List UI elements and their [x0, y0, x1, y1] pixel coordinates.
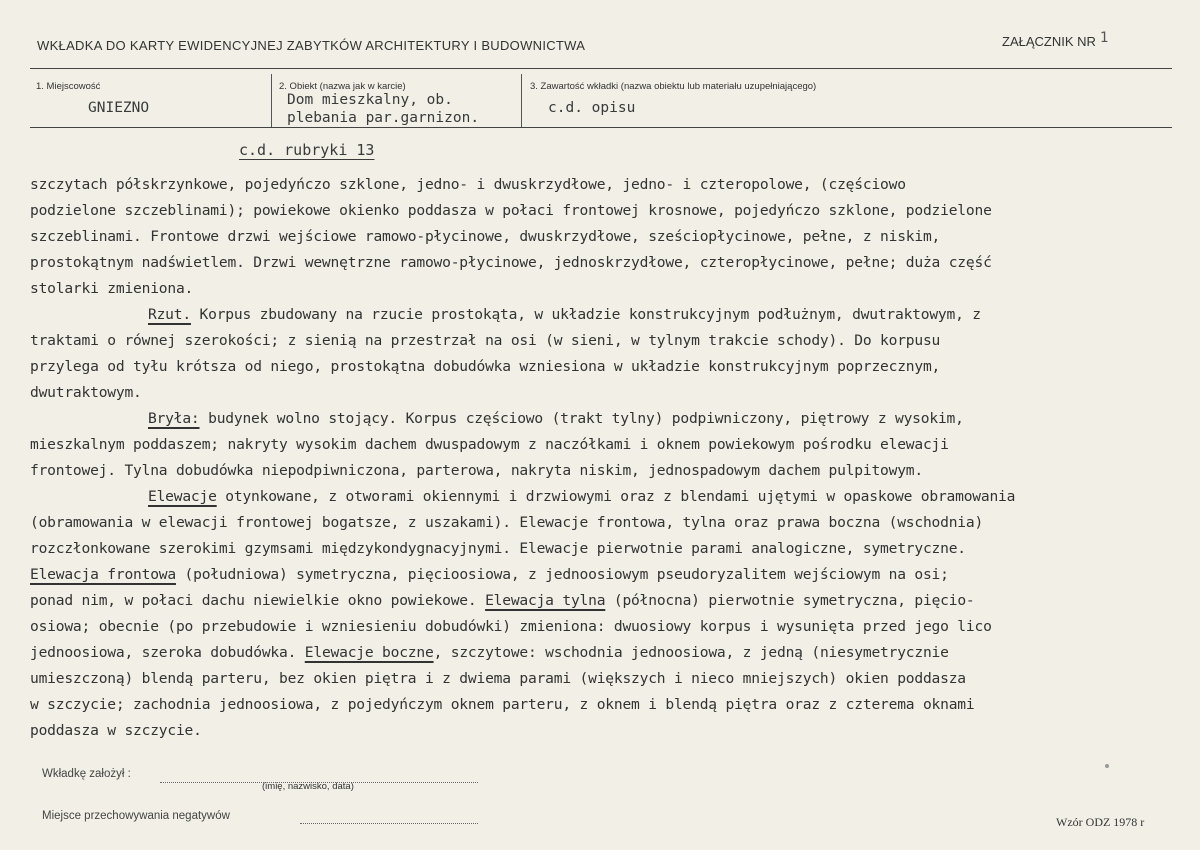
body-line: rozczłonkowane szerokimi gzymsami międzykondygnacyjnymi. Elewacje pierwotnie parami analogiczne, symetryczne. — [30, 540, 966, 557]
body-line: osiowa; obecnie (po przebudowie i wzniesieniu dobudówki) zmieniona: dwuosiowy korpus i wysunięta przed jego lico — [30, 618, 992, 635]
content-value: c.d. opisu — [548, 100, 636, 116]
field-divider-1 — [271, 74, 272, 127]
body-line: frontowej. Tylna dobudówka niepodpiwniczona, parterowa, nakryta niskim, jednospadowym dachem pulpitowym. — [30, 462, 923, 479]
tylna-text: (północna) pierwotnie symetryczna, pięcio- — [605, 592, 975, 609]
locality-label: 1. Miejscowość — [36, 81, 101, 92]
elewacje-paragraph-first — [148, 488, 1015, 505]
annex-number: 1 — [1099, 30, 1109, 46]
front-heading: Elewacja frontowa — [30, 566, 176, 583]
boczne-heading: Elewacje boczne — [304, 644, 434, 661]
prepared-by-label: Wkładkę założył : — [42, 768, 131, 780]
bryla-paragraph-first — [148, 410, 964, 427]
field-divider-2 — [521, 74, 522, 127]
object-value-line1: Dom mieszkalny, ob. — [287, 92, 453, 108]
header-rule-bottom — [30, 127, 1172, 128]
body-line: podzielone szczeblinami); powiekowe okienko poddasza w połaci frontowej krosnowe, pojedyńczo szklone, podzielone — [30, 202, 992, 219]
header-rule-top — [30, 68, 1172, 69]
body-line: prostokątnym nadświetlem. Drzwi wewnętrzne ramowo-płycinowe, jednoskrzydłowe, czteropłycinowe, pełne; duża część — [30, 254, 992, 271]
body-line: (obramowania w elewacji frontowej bogatsze, z uszakami). Elewacje frontowa, tylna oraz prawa boczna (wschodnia) — [30, 514, 984, 531]
body-line: w szczycie; zachodnia jednoosiowa, z pojedyńczym oknem parteru, z oknem i blendą piętra oraz z czterema oknami — [30, 696, 975, 713]
locality-value: GNIEZNO — [88, 100, 150, 116]
form-title: WKŁADKA DO KARTY EWIDENCYJNEJ ZABYTKÓW ARCHITEKTURY I BUDOWNICTWA — [37, 38, 586, 53]
rzut-text: Korpus zbudowany na rzucie prostokąta, w układzie konstrukcyjnym podłużnym, dwutraktowym, z — [190, 306, 981, 323]
tylna-boczne-line — [30, 644, 949, 661]
object-value-line2: plebania par.garnizon. — [287, 110, 480, 126]
section-subtitle-text: c.d. rubryki 13 — [239, 141, 375, 159]
form-model-number: Wzór ODZ 1978 r — [1056, 815, 1145, 829]
section-subtitle — [239, 141, 374, 159]
front-text-cont: ponad nim, w połaci dachu niewielkie okno powiekowe. — [30, 592, 486, 609]
boczne-text: , szczytowe: wschodnia jednoosiowa, z jedną (niesymetrycznie — [433, 644, 949, 661]
content-label: 3. Zawartość wkładki (nazwa obiektu lub materiału uzupełniającego) — [530, 81, 817, 92]
front-text: (południowa) symetryczna, pięcioosiowa, z jednoosiowym pseudoryzalitem wejściowym na osi; — [175, 566, 949, 583]
annex-label-text: ZAŁĄCZNIK NR — [1002, 34, 1096, 49]
bryla-heading: Bryła: — [148, 410, 200, 427]
prepared-by-hint: (imię, nazwisko, data) — [262, 781, 354, 792]
elewacje-text: otynkowane, z otworami okiennymi i drzwiowymi oraz z blendami ujętymi w opaskowe obramowania — [216, 488, 1016, 505]
elewacje-heading: Elewacje — [148, 488, 217, 505]
body-line: mieszkalnym poddaszem; nakryty wysokim dachem dwuspadowym z naczółkami i oknem powiekowym pośrodku elewacji — [30, 436, 949, 453]
body-line: szczeblinami. Frontowe drzwi wejściowe ramowo-płycinowe, dwuskrzydłowe, sześciopłycinowe, pełne, z niskim, — [30, 228, 941, 245]
body-line: szczytach półskrzynkowe, pojedyńczo szklone, jedno- i dwuskrzydłowe, jedno- i czteropolowe, (częściowo — [30, 176, 906, 193]
bryla-text: budynek wolno stojący. Korpus częściowo (trakt tylny) podpiwniczony, piętrowy z wysokim, — [199, 410, 964, 427]
front-tylna-line — [30, 592, 975, 609]
tylna-text-end: jednoosiowa, szeroka dobudówka. — [30, 644, 305, 661]
negatives-storage-label: Miejsce przechowywania negatywów — [42, 810, 230, 822]
body-line: dwutraktowym. — [30, 384, 142, 401]
rzut-heading: Rzut. — [148, 306, 191, 323]
object-label: 2. Obiekt (nazwa jak w karcie) — [279, 81, 406, 92]
negatives-storage-line — [300, 823, 478, 824]
front-paragraph-first — [30, 566, 949, 583]
tylna-heading: Elewacja tylna — [485, 592, 606, 609]
body-line: przylega od tyłu krótsza od niego, prostokątna dobudówka wzniesiona w układzie konstrukcyjnym poprzecznym, — [30, 358, 941, 375]
body-line: poddasza w szczycie. — [30, 722, 202, 739]
margin-mark — [1105, 764, 1109, 768]
body-line: stolarki zmieniona. — [30, 280, 194, 297]
body-line: umieszczoną) blendą parteru, bez okien piętra i z dwiema parami (większych i nieco mniejszych) okien poddasza — [30, 670, 966, 687]
rzut-paragraph-first — [148, 306, 981, 323]
annex-label — [1002, 30, 1109, 50]
body-line: traktami o równej szerokości; z sienią na przestrzał na osi (w sieni, w tylnym trakcie schody). Do korpusu — [30, 332, 941, 349]
